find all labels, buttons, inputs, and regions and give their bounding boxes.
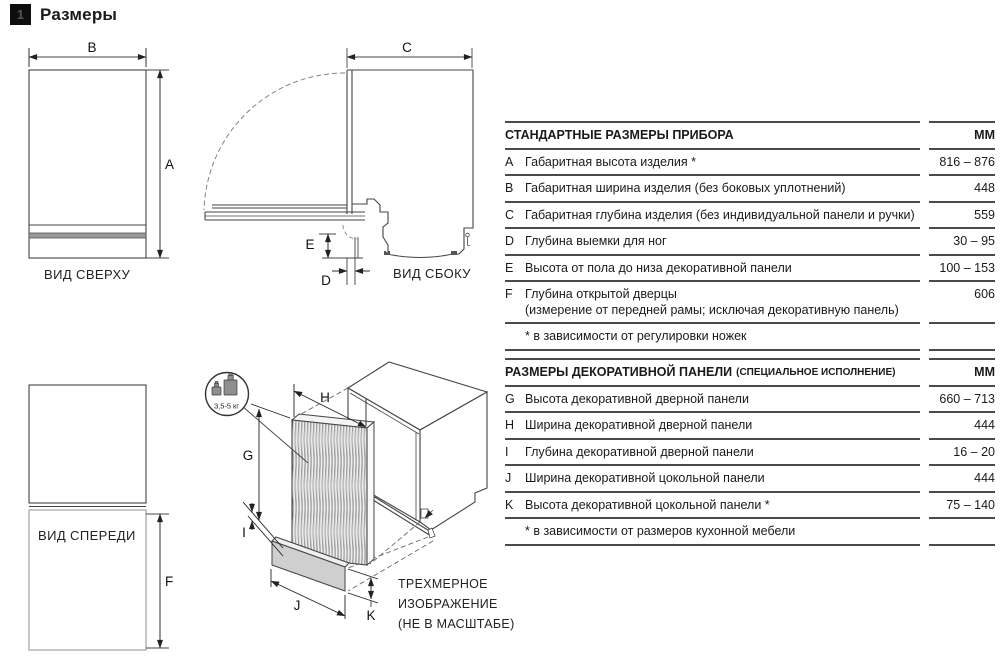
decor-door-panel	[292, 414, 374, 565]
row-desc: Габаритная глубина изделия (без индивидуальной панели и ручки)	[525, 207, 915, 222]
table-title-note: (СПЕЦИАЛЬНОЕ ИСПОЛНЕНИЕ)	[736, 367, 896, 378]
side-view-diagram	[195, 38, 495, 290]
side-view-outline	[204, 48, 473, 285]
table-row	[505, 411, 995, 438]
row-desc: Габаритная высота изделия *	[525, 154, 696, 169]
table-title: РАЗМЕРЫ ДЕКОРАТИВНОЙ ПАНЕЛИ	[505, 365, 733, 379]
dim-label-c: C	[402, 40, 412, 55]
three-d-caption	[398, 574, 515, 634]
table-row	[505, 438, 995, 465]
front-view-diagram	[18, 373, 188, 668]
section-number-box: 1	[10, 4, 31, 25]
dim-label-e: E	[305, 237, 315, 252]
row-desc: Высота декоративной цокольной панели *	[525, 497, 770, 512]
row-value: 16 – 20	[929, 438, 995, 465]
standard-dimensions-table	[505, 121, 995, 351]
table-footnote-row	[505, 322, 995, 349]
dim-label-f: F	[165, 574, 174, 589]
table-row	[505, 385, 995, 412]
panel-weight-badge	[206, 373, 309, 464]
table-title: СТАНДАРТНЫЕ РАЗМЕРЫ ПРИБОРА	[505, 128, 734, 142]
caption-line: ТРЕХМЕРНОЕ	[398, 577, 488, 591]
row-letter: G	[505, 391, 515, 406]
dim-label-h: H	[320, 390, 330, 405]
dim-label-j: J	[293, 598, 301, 613]
caption-line: ИЗОБРАЖЕНИЕ	[398, 597, 498, 611]
decor-panel-dimensions-table	[505, 358, 995, 546]
page-title: Размеры	[40, 4, 118, 24]
table-row	[505, 491, 995, 518]
top-view-outline	[29, 48, 169, 258]
table-footnote-row	[505, 517, 995, 544]
row-letter: B	[505, 181, 514, 195]
side-view-label: ВИД СБОКУ	[393, 266, 471, 281]
table-row	[505, 201, 995, 228]
row-desc: Глубина выемки для ног	[525, 234, 667, 248]
row-value: 100 – 153	[929, 254, 995, 281]
page-header	[10, 4, 117, 25]
table-row	[505, 174, 995, 201]
table-row	[505, 254, 995, 281]
table-row	[505, 227, 995, 254]
front-view-label: ВИД СПЕРЕДИ	[38, 528, 136, 543]
row-desc: Высота от пола до низа декоративной панели	[525, 260, 792, 275]
row-desc: Глубина открытой дверцы	[525, 287, 677, 301]
row-value: 816 – 876	[929, 148, 995, 175]
weight-label: 3,5-5 кг	[214, 401, 239, 411]
table-row	[505, 464, 995, 491]
row-letter: A	[505, 154, 514, 169]
dim-label-k: K	[366, 608, 376, 623]
dim-label-a: A	[165, 157, 175, 172]
row-desc-note: (измерение от передней рамы; исключая декоративную панель)	[525, 302, 899, 317]
row-letter: F	[505, 287, 513, 301]
table-row	[505, 280, 995, 322]
row-desc: Габаритная ширина изделия (без боковых уплотнений)	[525, 181, 846, 195]
row-letter: D	[505, 234, 515, 248]
row-value: 444	[929, 464, 995, 491]
row-value: 606	[929, 280, 995, 322]
unit-header: ММ	[929, 358, 995, 385]
row-desc: Высота декоративной дверной панели	[525, 391, 749, 406]
front-view-outline	[29, 385, 169, 650]
table-row	[505, 148, 995, 175]
row-value: 30 – 95	[929, 227, 995, 254]
table-header-row	[505, 358, 995, 385]
top-view-diagram	[18, 38, 188, 288]
row-value: 559	[929, 201, 995, 228]
row-letter: I	[505, 444, 509, 459]
footnote-text: * в зависимости от регулировки ножек	[525, 329, 747, 343]
dim-label-i: I	[242, 525, 246, 540]
dim-label-d: D	[321, 273, 331, 288]
caption-line: (НЕ В МАСШТАБЕ)	[398, 617, 515, 631]
dim-label-g: G	[242, 448, 254, 463]
unit-header: ММ	[929, 121, 995, 148]
row-letter: E	[505, 260, 514, 275]
table-bottom-rule	[505, 544, 995, 546]
row-desc: Ширина декоративной дверной панели	[525, 418, 753, 432]
table-header-row	[505, 121, 995, 148]
row-value: 444	[929, 411, 995, 438]
row-letter: C	[505, 207, 515, 222]
row-letter: J	[505, 471, 512, 485]
row-value: 660 – 713	[929, 385, 995, 412]
row-desc: Глубина декоративной дверной панели	[525, 444, 754, 459]
row-letter: K	[505, 497, 514, 512]
footnote-text: * в зависимости от размеров кухонной мебели	[525, 524, 796, 538]
dim-label-b: B	[87, 40, 97, 55]
row-value: 75 – 140	[929, 491, 995, 518]
top-view-label: ВИД СВЕРХУ	[44, 267, 131, 282]
table-bottom-rule	[505, 349, 995, 351]
row-desc: Ширина декоративной цокольной панели	[525, 471, 765, 485]
row-letter: H	[505, 418, 515, 432]
row-value: 448	[929, 174, 995, 201]
